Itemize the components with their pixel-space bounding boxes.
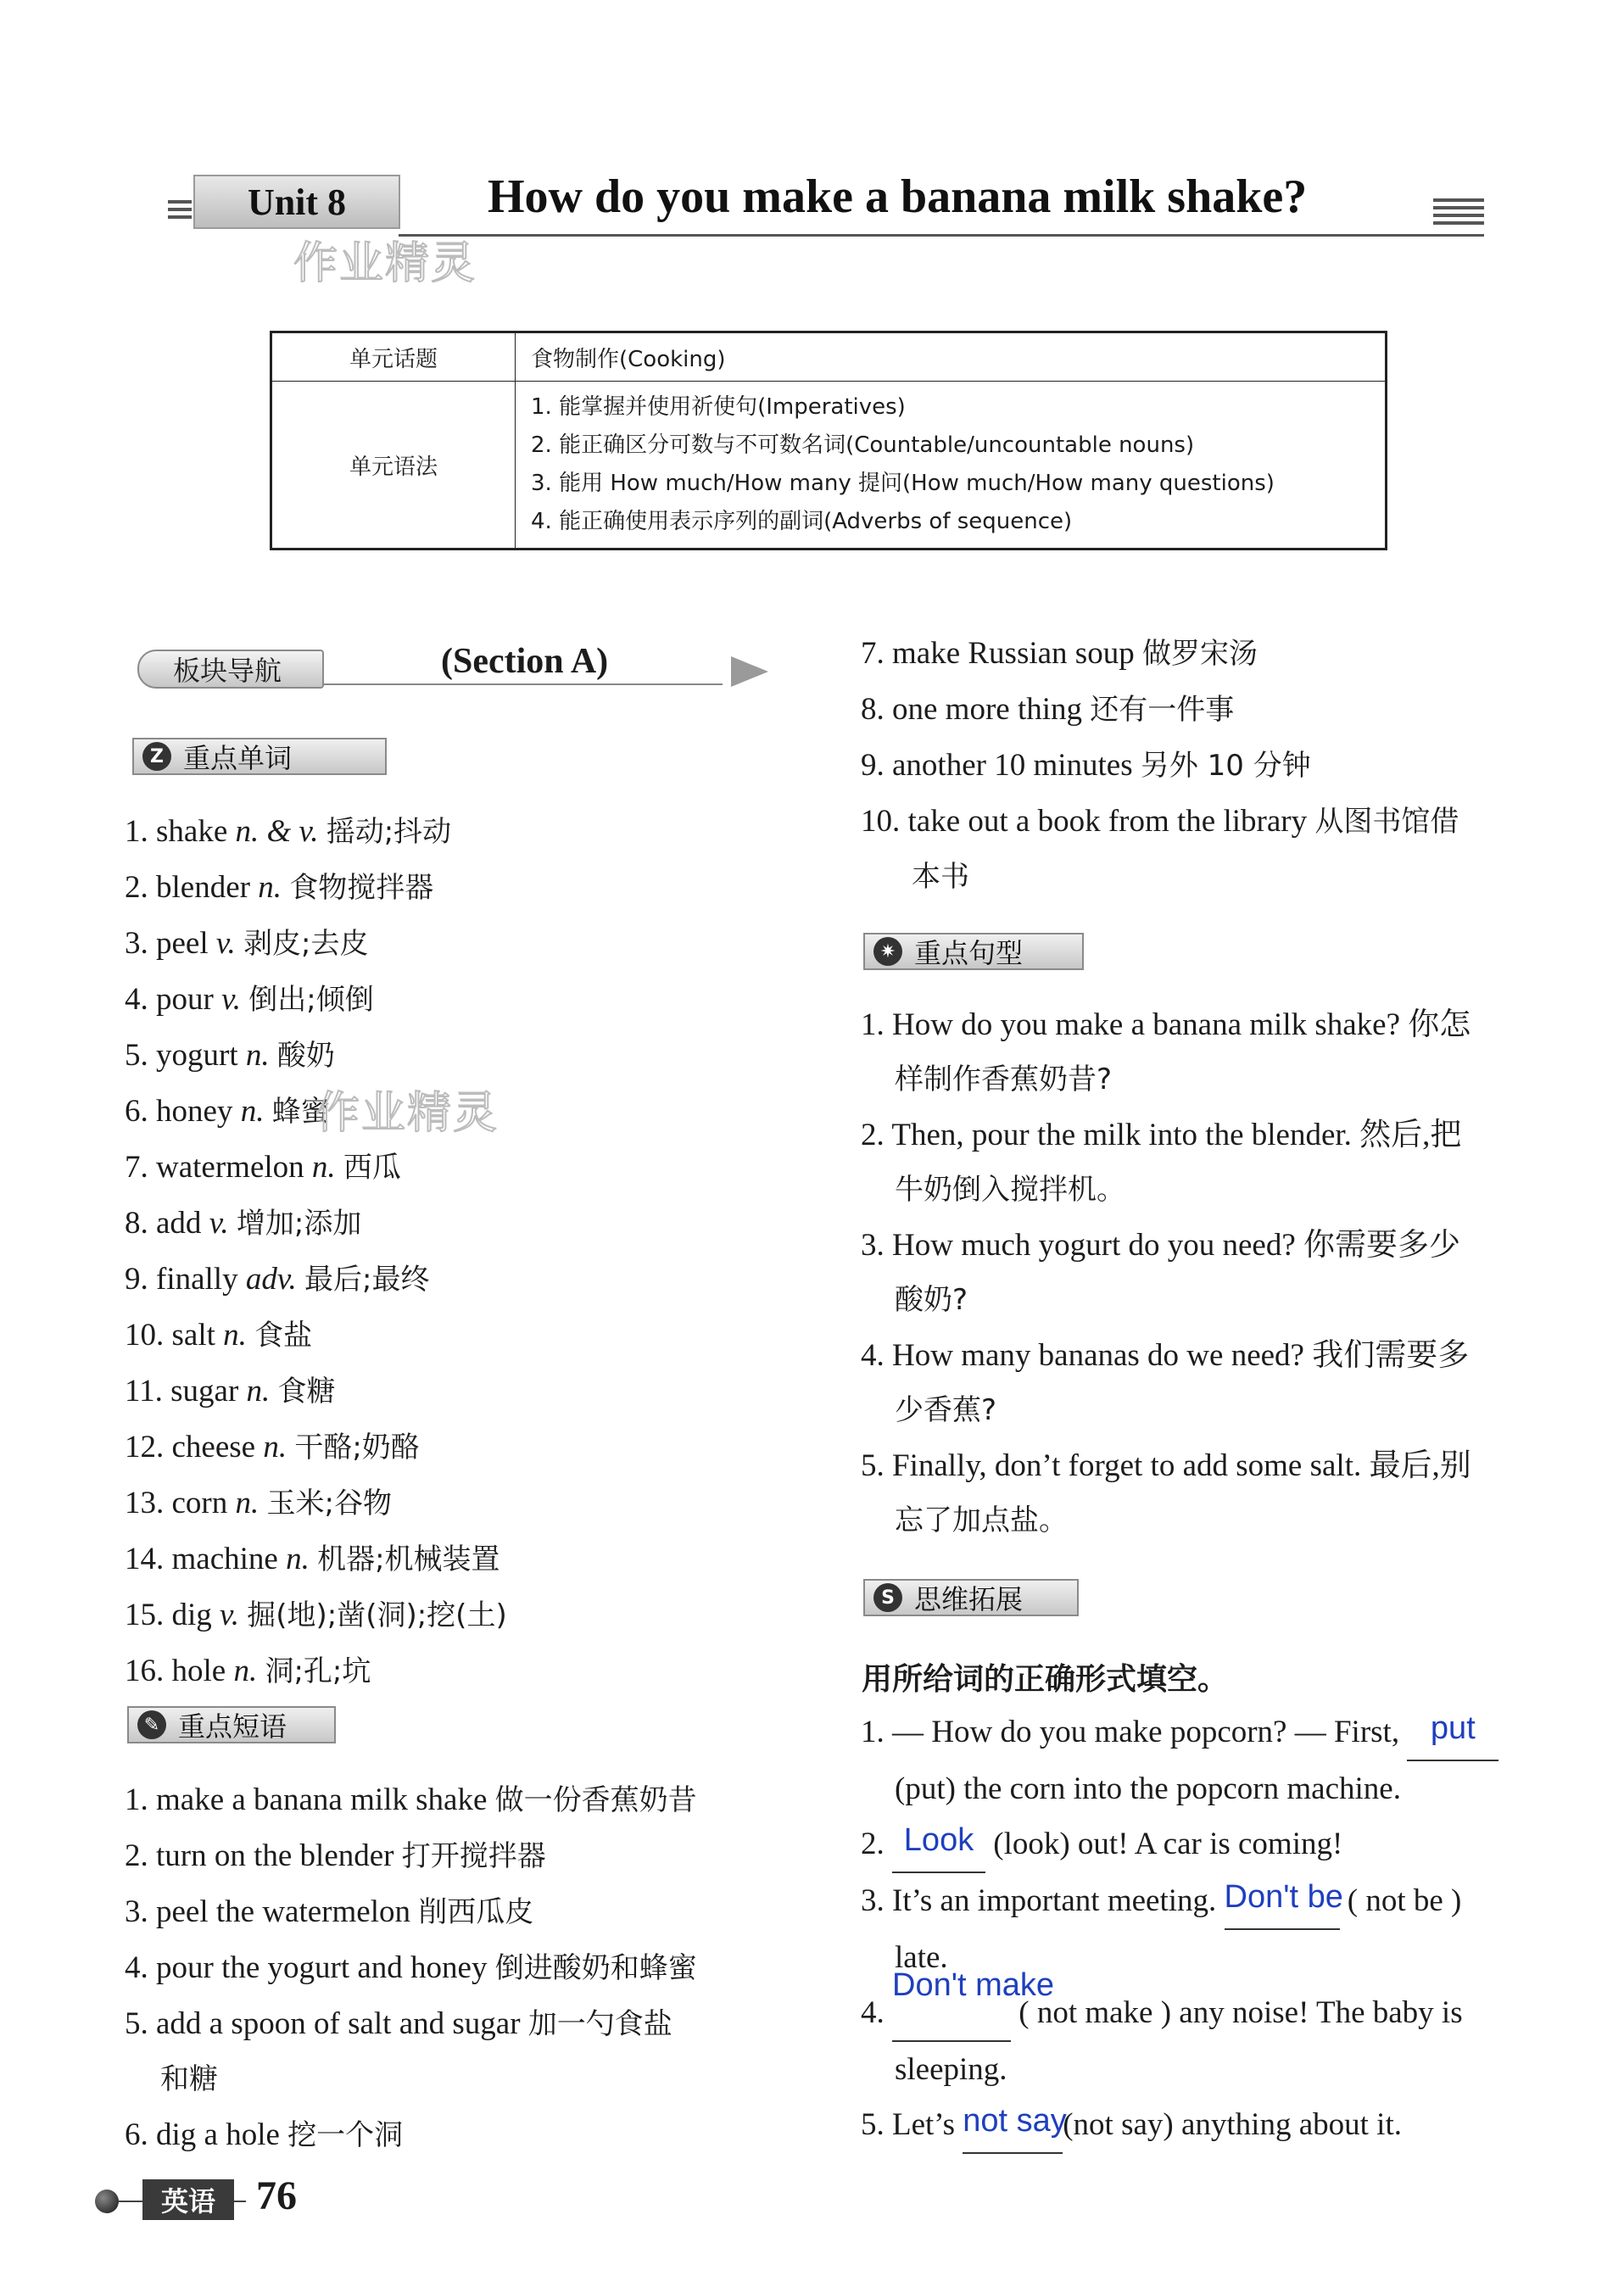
grammar-goal: 3. 能用 How much/How many 提问(How much/How many questions): [531, 471, 1275, 496]
list-item: 3. How much yogurt do you need? 你需要多少: [861, 1228, 1461, 1263]
list-item: 10. salt n. 食盐: [125, 1318, 313, 1353]
list-item: 4. How many bananas do we need? 我们需要多: [861, 1338, 1470, 1373]
phrase-list-right: [861, 626, 1459, 905]
handwritten-answer: put: [1430, 1710, 1476, 1746]
list-item: 7. make Russian soup 做罗宋汤: [861, 636, 1258, 671]
handwritten-answer: not say: [963, 2103, 1067, 2139]
handwritten-answer: Don't be: [1224, 1879, 1343, 1915]
list-item-continuation: 和糖: [160, 2062, 218, 2096]
answer-blank[interactable]: [963, 2097, 1067, 2154]
page-number: 76: [256, 2173, 297, 2218]
section-heading: 重点短语: [178, 1710, 287, 1743]
section-key-sentences: [863, 933, 1084, 970]
exercise-continuation: late.: [895, 1940, 948, 1975]
section-heading: 重点句型: [914, 937, 1024, 969]
nav-tag: 板块导航: [137, 650, 324, 689]
section-heading: 重点单词: [183, 742, 293, 774]
exercise-item: 2. Look (look) out! A car is coming!: [861, 1816, 1531, 1873]
subject-tag: 英语: [142, 2179, 234, 2220]
exercise-item: 3. It’s an important meeting. Don't be ( not be ): [861, 1873, 1531, 1930]
list-item: 4. pour v. 倒出;倾倒: [125, 982, 374, 1017]
handwritten-answer: Look: [903, 1822, 974, 1858]
footer-bullet-icon: [95, 2190, 119, 2213]
exercise-item: 4. Don't make ( not make ) any noise! The baby is: [861, 1985, 1531, 2042]
exercise-continuation: (put) the corn into the popcorn machine.: [895, 1771, 1401, 1806]
z-badge-icon: Z: [142, 742, 171, 771]
list-item: 2. blender n. 食物搅拌器: [125, 870, 434, 905]
sentence-list: [861, 997, 1471, 1548]
list-item: 9. another 10 minutes 另外 10 分钟: [861, 748, 1311, 783]
section-label: (Section A): [441, 642, 609, 681]
grammar-goal: 4. 能正确使用表示序列的副词(Adverbs of sequence): [531, 509, 1073, 534]
list-item-continuation: 本书: [912, 860, 969, 894]
list-item-continuation: 少香蕉?: [895, 1393, 997, 1427]
exercise-list: [861, 1704, 1531, 2154]
exercise-continuation: sleeping.: [895, 2052, 1007, 2087]
list-item: 2. turn on the blender 打开搅拌器: [125, 1838, 546, 1873]
list-item-continuation: 牛奶倒入搅拌机。: [895, 1173, 1125, 1207]
list-item: 8. one more thing 还有一件事: [861, 692, 1235, 727]
section-heading: 思维拓展: [914, 1583, 1024, 1615]
list-item-continuation: 忘了加点盐。: [895, 1503, 1068, 1537]
topic-label: 单元话题: [271, 332, 516, 382]
section-extension: [863, 1579, 1079, 1616]
header-decoration-left: [168, 200, 192, 222]
list-item: 14. machine n. 机器;机械装置: [125, 1542, 500, 1576]
list-item: 5. yogurt n. 酸奶: [125, 1038, 335, 1073]
list-item: 12. cheese n. 干酪;奶酪: [125, 1430, 420, 1464]
list-item: 3. peel the watermelon 削西瓜皮: [125, 1894, 534, 1929]
list-item: 5. Finally, don’t forget to add some salt. 最后,别: [861, 1448, 1471, 1483]
list-item: 1. shake n. & v. 摇动;抖动: [125, 814, 452, 849]
exercise-item: 5. Let’s not say (not say) anything about it.: [861, 2097, 1531, 2154]
list-item: 1. How do you make a banana milk shake? 你怎: [861, 1007, 1471, 1042]
list-item-continuation: 酸奶?: [895, 1283, 968, 1317]
watermark: 作业精灵: [293, 238, 477, 289]
list-item: 2. Then, pour the milk into the blender. 然后,把: [861, 1118, 1462, 1152]
s-badge-icon: S: [873, 1583, 902, 1612]
list-item: 1. make a banana milk shake 做一份香蕉奶昔: [125, 1782, 697, 1817]
list-item: 5. add a spoon of salt and sugar 加一勺食盐: [125, 2006, 672, 2041]
title-underline: [399, 234, 1484, 237]
answer-blank[interactable]: [1407, 1704, 1498, 1761]
list-item: 11. sugar n. 食糖: [125, 1374, 336, 1409]
arrow-icon: [731, 656, 768, 687]
list-item: 3. peel v. 剥皮;去皮: [125, 926, 369, 961]
answer-blank[interactable]: [1224, 1873, 1343, 1930]
unit-info-table: [270, 331, 1387, 550]
list-item: 10. take out a book from the library 从图书馆借: [861, 804, 1459, 839]
list-item-continuation: 样制作香蕉奶昔?: [895, 1063, 1113, 1096]
star-icon: ✷: [873, 937, 902, 966]
grammar-label: 单元语法: [271, 382, 516, 549]
watermark: 作业精灵: [315, 1088, 499, 1139]
page-title: How do you make a banana milk shake?: [488, 170, 1308, 223]
list-item: 6. dig a hole 挖一个洞: [125, 2117, 404, 2152]
handwritten-answer: Don't make: [892, 1967, 1055, 2003]
answer-blank[interactable]: [892, 1967, 1055, 2042]
list-item: 4. pour the yogurt and honey 倒进酸奶和蜂蜜: [125, 1950, 697, 1985]
list-item: 7. watermelon n. 西瓜: [125, 1150, 401, 1185]
section-key-phrases: [127, 1706, 336, 1743]
nav-divider: [324, 683, 723, 685]
exercise-instruction: 用所给词的正确形式填空。: [862, 1662, 1229, 1697]
phrase-list-left: [125, 1772, 697, 2163]
list-item: 16. hole n. 洞;孔;坑: [125, 1654, 371, 1688]
word-list: [125, 804, 507, 1699]
header-decoration-right: [1433, 198, 1484, 227]
topic-value: 食物制作(Cooking): [516, 332, 1387, 382]
exercise-item: 1. — How do you make popcorn? — First, put: [861, 1704, 1531, 1761]
grammar-goal: 2. 能正确区分可数与不可数名词(Countable/uncountable nouns): [531, 432, 1195, 458]
section-key-words: [132, 738, 387, 775]
leaf-icon: ✎: [137, 1710, 166, 1739]
grammar-goals: [516, 382, 1387, 549]
list-item: 15. dig v. 掘(地);凿(洞);挖(土): [125, 1598, 507, 1632]
grammar-goal: 1. 能掌握并使用祈使句(Imperatives): [531, 394, 906, 420]
list-item: 9. finally adv. 最后;最终: [125, 1262, 430, 1297]
unit-badge: Unit 8: [193, 175, 400, 229]
answer-blank[interactable]: [892, 1816, 985, 1873]
list-item: 13. corn n. 玉米;谷物: [125, 1486, 392, 1520]
list-item: 6. honey n. 蜂蜜: [125, 1094, 330, 1129]
list-item: 8. add v. 增加;添加: [125, 1206, 362, 1241]
